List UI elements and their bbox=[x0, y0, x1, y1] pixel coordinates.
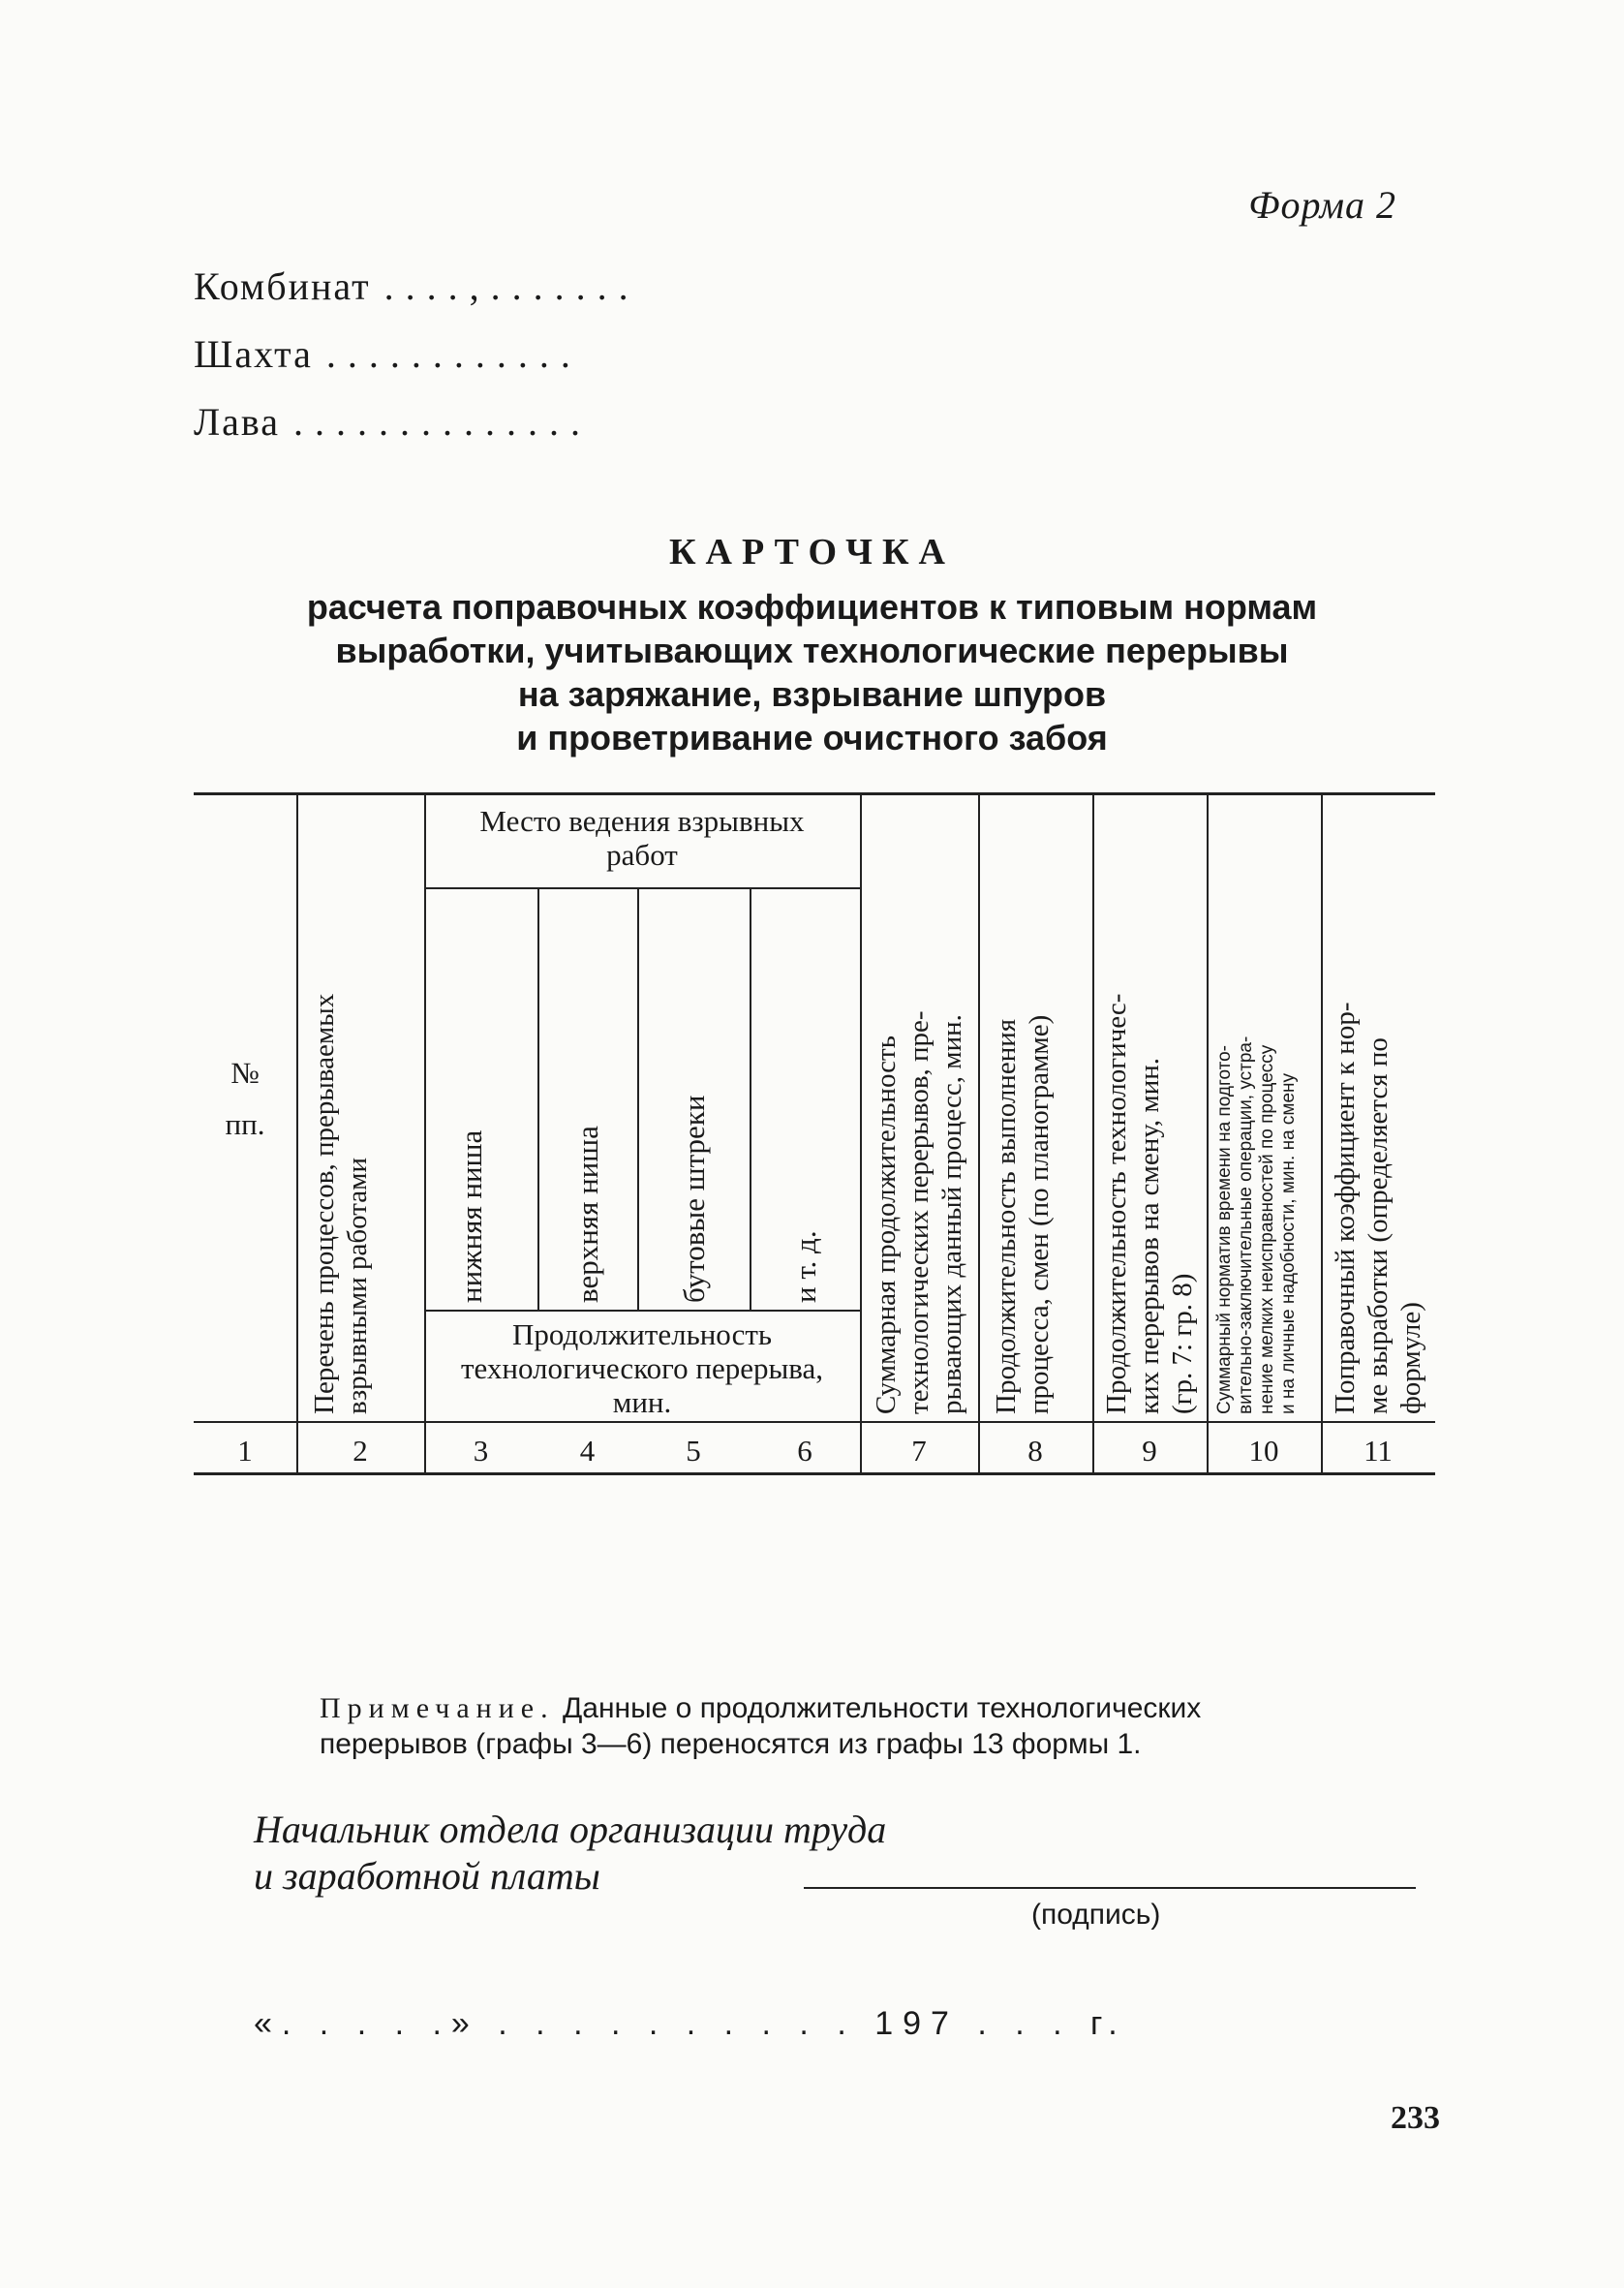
col1-header-line: пп. bbox=[225, 1107, 265, 1141]
signer-line: и заработной платы bbox=[254, 1854, 600, 1898]
duration-header: Продолжительность технологического перерыва, мин. bbox=[460, 1317, 824, 1419]
col-rule bbox=[750, 887, 751, 1310]
col11-header-line: формуле) bbox=[1395, 1302, 1426, 1414]
col8-header bbox=[990, 804, 1056, 1414]
col9-header bbox=[1100, 804, 1199, 1414]
col2-header-line: взрывными работами bbox=[342, 1158, 373, 1414]
field-dots: ....,....... bbox=[383, 264, 640, 308]
signature-line bbox=[804, 1887, 1416, 1889]
note bbox=[320, 1690, 1201, 1762]
form-label: Форма 2 bbox=[1248, 183, 1396, 227]
duration-header-rule bbox=[424, 1310, 860, 1312]
col8-header-line: Продолжительность выполнения bbox=[991, 1018, 1022, 1414]
subtitle-line: выработки, учитывающих технологические перерывы bbox=[335, 631, 1289, 670]
column-number: 7 bbox=[911, 1434, 927, 1468]
col-rule bbox=[860, 792, 862, 1472]
col1-header-line: № bbox=[230, 1056, 260, 1090]
column-number: 5 bbox=[686, 1434, 701, 1468]
col2-header bbox=[308, 804, 374, 1414]
header-bottom-rule bbox=[194, 1421, 1435, 1423]
column-number: 11 bbox=[1364, 1434, 1393, 1468]
field-label: Лава bbox=[194, 400, 280, 444]
col10-header-line: нение мелких неисправностей по процессу bbox=[1257, 1044, 1277, 1414]
field-label: Комбинат bbox=[194, 264, 371, 308]
col11-header bbox=[1329, 804, 1427, 1414]
field-label: Шахта bbox=[194, 332, 313, 376]
card-subtitle bbox=[0, 585, 1624, 759]
col11-header-line: Поправочный коэффициент к нор- bbox=[1330, 1002, 1361, 1414]
date-line: «. . . . .» . . . . . . . . . . 197 . . . г. bbox=[254, 2005, 1127, 2042]
col7-header-line: технологических перерывов, пре- bbox=[904, 1010, 935, 1414]
subtitle-line: расчета поправочных коэффициентов к типовым нормам bbox=[306, 587, 1318, 627]
col9-header-line: Продолжительность технологичес- bbox=[1101, 993, 1132, 1414]
column-number: 2 bbox=[352, 1434, 368, 1468]
col9-header-line: (гр. 7: гр. 8) bbox=[1167, 1273, 1198, 1414]
field-dots: .............. bbox=[293, 400, 592, 444]
place-col-etc: и т. д. bbox=[788, 1230, 822, 1303]
column-number: 9 bbox=[1142, 1434, 1157, 1468]
col7-header-line: Суммарная продолжительность bbox=[871, 1036, 902, 1414]
field-lava bbox=[194, 399, 592, 445]
note-lead: Примечание. bbox=[320, 1692, 555, 1724]
place-col-rubble-drifts: бутовые штреки bbox=[677, 1095, 711, 1303]
col-rule bbox=[1092, 792, 1094, 1472]
column-number: 10 bbox=[1248, 1434, 1279, 1468]
signer-line: Начальник отдела организации труда bbox=[254, 1808, 887, 1851]
table-top-rule bbox=[194, 792, 1435, 795]
col10-header bbox=[1214, 804, 1300, 1414]
page-number: 233 bbox=[1391, 2100, 1440, 2136]
column-number: 4 bbox=[579, 1434, 596, 1468]
col-rule bbox=[296, 792, 298, 1472]
col7-header-line: рывающих данный процесс, мин. bbox=[936, 1014, 967, 1414]
col11-header-line: ме выработки (определяется по bbox=[1363, 1037, 1394, 1414]
col7-header bbox=[870, 804, 968, 1414]
signer-title bbox=[254, 1807, 886, 1900]
subtitle-line: на заряжание, взрывание шпуров bbox=[517, 674, 1107, 714]
col-rule bbox=[1321, 792, 1323, 1472]
place-header-rule bbox=[424, 887, 860, 889]
column-number: 6 bbox=[797, 1434, 812, 1468]
column-number: 8 bbox=[1027, 1434, 1043, 1468]
table-bottom-rule bbox=[194, 1472, 1435, 1475]
col2-header-line: Перечень процессов, прерываемых bbox=[309, 993, 340, 1414]
col9-header-line: ких перерывов на смену, мин. bbox=[1134, 1057, 1165, 1414]
col10-header-line: и на личные надобности, мин. на смену bbox=[1278, 1072, 1299, 1414]
col8-header-line: процесса, смен (по планограмме) bbox=[1024, 1014, 1055, 1414]
field-shakhta bbox=[194, 331, 582, 377]
place-header: Место ведения взрывных работ bbox=[479, 804, 805, 872]
col10-header-line: вительно-заключительные операции, устра- bbox=[1236, 1036, 1256, 1414]
signature-label: (подпись) bbox=[1031, 1899, 1161, 1931]
col-rule bbox=[978, 792, 980, 1472]
card-title: КАРТОЧКА bbox=[668, 532, 955, 572]
field-kombinat bbox=[194, 263, 640, 309]
col-rule bbox=[637, 887, 639, 1310]
col-rule bbox=[1207, 792, 1209, 1472]
col1-header bbox=[194, 1056, 296, 1141]
note-text: перерывов (графы 3—6) переносятся из графы 13 формы 1. bbox=[320, 1728, 1142, 1760]
note-text: Данные о продолжительности технологических bbox=[562, 1692, 1202, 1724]
col10-header-line: Суммарный норматив времени на подгото- bbox=[1214, 1045, 1235, 1414]
field-dots: ............ bbox=[325, 332, 582, 376]
place-col-upper-niche: верхняя ниша bbox=[570, 1126, 604, 1303]
subtitle-line: и проветривание очистного забоя bbox=[516, 718, 1108, 758]
column-number: 3 bbox=[473, 1434, 489, 1468]
col-rule bbox=[537, 887, 539, 1310]
column-number: 1 bbox=[237, 1434, 253, 1468]
place-col-lower-niche: нижняя ниша bbox=[454, 1129, 488, 1303]
